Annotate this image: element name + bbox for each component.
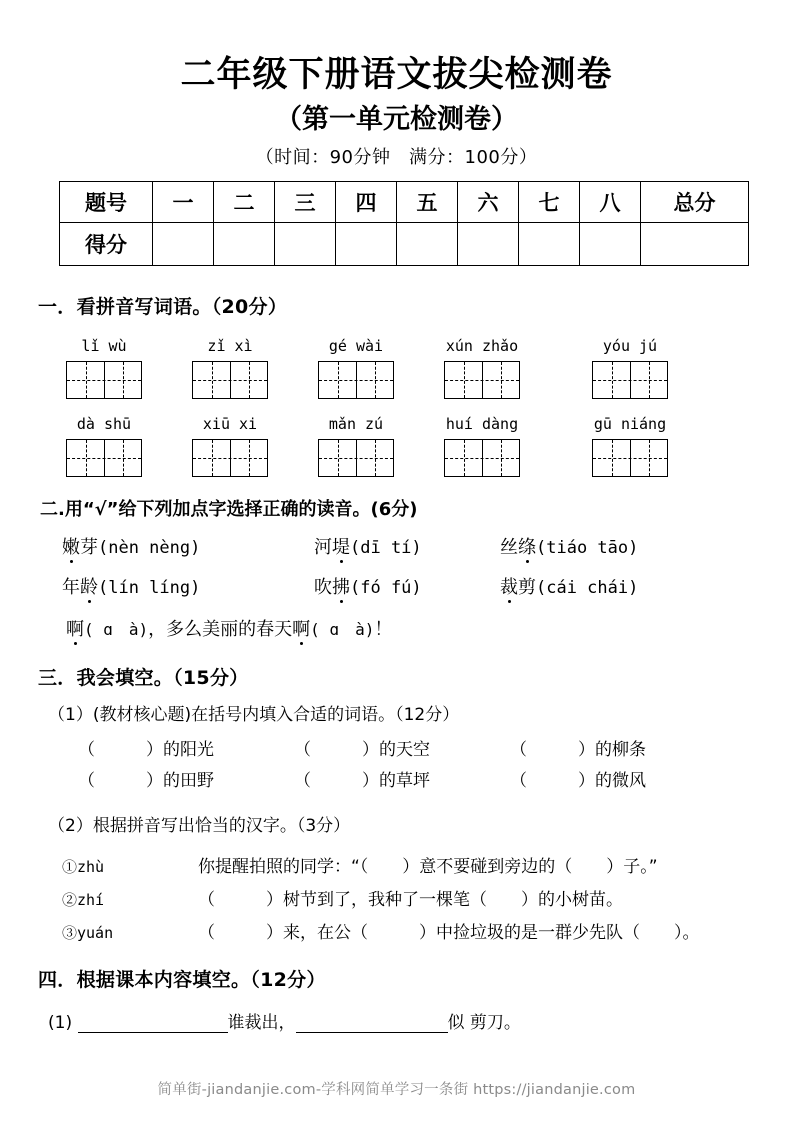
- score-cell-6[interactable]: [458, 223, 519, 266]
- pinyin-label: huí dàng: [445, 415, 519, 434]
- dotted-char: 龄: [80, 573, 98, 599]
- score-cell-2[interactable]: [214, 223, 275, 266]
- section-2-heading: 二.用“√”给下列加点字选择正确的读音。(6分): [40, 499, 418, 521]
- dotted-char: 啊: [292, 615, 310, 641]
- tianzige-box[interactable]: [192, 439, 268, 477]
- hanzi-pinyin-label: ②zhí: [62, 891, 105, 910]
- page-title: 二年级下册语文拔尖检测卷: [180, 55, 613, 95]
- pinyin-item: [318, 337, 444, 399]
- fill-blank-item[interactable]: （ ）的微风: [510, 771, 646, 792]
- pinyin-label: gū niáng: [593, 415, 667, 434]
- sentence-middle: 谁裁出，: [227, 1013, 296, 1034]
- section-4-heading: 四．根据课本内容填空。（12分）: [38, 969, 326, 992]
- fill-blank-row-1: [78, 735, 793, 760]
- pinyin-label: zǐ xì: [207, 337, 253, 356]
- sentence-middle: ，多么美丽的春天: [148, 619, 293, 641]
- hanzi-item-2: [62, 885, 793, 910]
- hanzi-item-1: [62, 852, 793, 877]
- pinyin-item: [444, 415, 592, 477]
- table-row: [60, 223, 749, 266]
- score-cell-3[interactable]: [275, 223, 336, 266]
- score-cell-7[interactable]: [519, 223, 580, 266]
- score-table-col-total: 总分: [641, 182, 749, 223]
- pinyin-label: lǐ wù: [81, 337, 127, 356]
- section-2-exclamation-line[interactable]: [66, 615, 793, 641]
- tianzige-box[interactable]: [318, 439, 394, 477]
- pinyin-item: [592, 337, 718, 399]
- fill-blank-item[interactable]: （ ）的草坪: [294, 771, 430, 792]
- exam-info: （时间：90分钟 满分：100分）: [255, 147, 538, 169]
- hanzi-sentence[interactable]: 你提醒拍照的同学：“（ ）意不要碰到旁边的（ ）子。”: [198, 857, 658, 878]
- pinyin-choices[interactable]: ( ɑ à): [84, 620, 149, 640]
- answer-blank[interactable]: [296, 1032, 448, 1033]
- pinyin-item: [592, 415, 718, 477]
- score-table: [59, 181, 749, 266]
- pinyin-item: [192, 337, 318, 399]
- score-cell-total[interactable]: [641, 223, 749, 266]
- hanzi-item-3: [62, 918, 793, 943]
- tianzige-box[interactable]: [592, 439, 668, 477]
- tianzige-box[interactable]: [192, 361, 268, 399]
- pinyin-label: gé wài: [328, 337, 384, 356]
- pinyin-choices[interactable]: (tiáo tāo): [536, 538, 639, 559]
- item-number: (1): [48, 1013, 73, 1034]
- pinyin-label: xiū xi: [202, 415, 258, 434]
- word-char: 丝: [500, 537, 518, 559]
- pinyin-label: yóu jú: [602, 337, 658, 356]
- table-row: [60, 182, 749, 223]
- sentence-end: 似 剪刀。: [447, 1013, 521, 1034]
- pinyin-choices[interactable]: (fó fú): [350, 578, 422, 599]
- score-table-container: [59, 181, 734, 266]
- pinyin-item: [192, 415, 318, 477]
- score-table-col-3: 三: [275, 182, 336, 223]
- score-table-col-2: 二: [214, 182, 275, 223]
- word-char: 芽: [80, 537, 98, 559]
- fill-blank-item[interactable]: （ ）的天空: [294, 740, 430, 761]
- pinyin-item: [318, 415, 444, 477]
- score-cell-1[interactable]: [153, 223, 214, 266]
- score-table-row-label-0: 题号: [60, 182, 153, 223]
- footer-watermark: 简单街-jiandanjie.com-学科网简单学习一条街 https://jiandanjie.com: [157, 1082, 636, 1098]
- score-table-col-6: 六: [458, 182, 519, 223]
- word-char: 吹: [314, 577, 332, 599]
- pinyin-choices[interactable]: (nèn nèng): [98, 538, 201, 559]
- dotted-char: 啊: [66, 615, 84, 641]
- fill-blank-item[interactable]: （ ）的阳光: [78, 740, 214, 761]
- dotted-char: 绦: [518, 533, 536, 559]
- pinyin-choices[interactable]: (lín líng): [98, 578, 201, 599]
- pronunciation-item[interactable]: [62, 533, 314, 559]
- pronunciation-item[interactable]: [500, 533, 638, 559]
- dotted-char: 堤: [332, 533, 350, 559]
- score-cell-4[interactable]: [336, 223, 397, 266]
- tianzige-box[interactable]: [318, 361, 394, 399]
- score-table-col-4: 四: [336, 182, 397, 223]
- dotted-char: 裁: [500, 573, 518, 599]
- pinyin-choices[interactable]: (cái chái): [536, 578, 639, 599]
- tianzige-box[interactable]: [444, 361, 520, 399]
- fill-blank-item[interactable]: （ ）的柳条: [510, 740, 646, 761]
- score-cell-5[interactable]: [397, 223, 458, 266]
- tianzige-box[interactable]: [66, 439, 142, 477]
- score-table-row-label-1: 得分: [60, 223, 153, 266]
- pinyin-label: xún zhǎo: [445, 337, 519, 356]
- pinyin-label: dà shū: [76, 415, 132, 434]
- section-2-row-1: [62, 533, 793, 559]
- word-char: 年: [62, 577, 80, 599]
- hanzi-sentence[interactable]: （ ）来，在公（ ）中捡垃圾的是一群少先队（ ）。: [198, 923, 700, 944]
- pinyin-item: [444, 337, 592, 399]
- hanzi-pinyin-label: ①zhù: [62, 858, 105, 877]
- dotted-char: 嫩: [62, 533, 80, 559]
- fill-blank-row-2: [78, 766, 793, 791]
- page-subtitle: （第一单元检测卷）: [275, 103, 518, 135]
- tianzige-box[interactable]: [592, 361, 668, 399]
- fill-blank-item[interactable]: （ ）的田野: [78, 771, 214, 792]
- tianzige-box[interactable]: [444, 439, 520, 477]
- word-char: 剪: [518, 577, 536, 599]
- pinyin-choices[interactable]: ( ɑ à): [310, 620, 375, 640]
- section-3-heading: 三．我会填空。（15分）: [38, 667, 249, 690]
- score-table-col-7: 七: [519, 182, 580, 223]
- section-1-heading: 一．看拼音写词语。（20分）: [38, 296, 288, 319]
- pinyin-item: [66, 415, 192, 477]
- pinyin-row-1: [66, 337, 756, 399]
- score-table-col-5: 五: [397, 182, 458, 223]
- section-3-sub1-label: （1）(教材核心题)在括号内填入合适的词语。（12分）: [48, 705, 460, 726]
- pinyin-label: mǎn zú: [328, 415, 384, 434]
- pinyin-item: [66, 337, 192, 399]
- sentence-end: ！: [374, 619, 393, 641]
- answer-blank[interactable]: [78, 1032, 228, 1033]
- pinyin-row-2: [66, 415, 756, 477]
- tianzige-box[interactable]: [66, 361, 142, 399]
- section-4-item-1: [48, 1008, 793, 1033]
- pinyin-choices[interactable]: (dī tí): [350, 538, 422, 559]
- pronunciation-item[interactable]: [500, 573, 638, 599]
- hanzi-pinyin-label: ③yuán: [62, 924, 114, 943]
- dotted-char: 拂: [332, 573, 350, 599]
- section-3-sub2-label: （2）根据拼音写出恰当的汉字。（3分）: [48, 816, 351, 837]
- hanzi-sentence[interactable]: （ ）树节到了，我种了一棵笔（ ）的小树苗。: [198, 890, 623, 911]
- score-table-col-8: 八: [580, 182, 641, 223]
- pronunciation-item[interactable]: [314, 533, 500, 559]
- word-char: 河: [314, 537, 332, 559]
- score-table-col-1: 一: [153, 182, 214, 223]
- pronunciation-item[interactable]: [314, 573, 500, 599]
- pronunciation-item[interactable]: [62, 573, 314, 599]
- section-2-row-2: [62, 573, 793, 599]
- score-cell-8[interactable]: [580, 223, 641, 266]
